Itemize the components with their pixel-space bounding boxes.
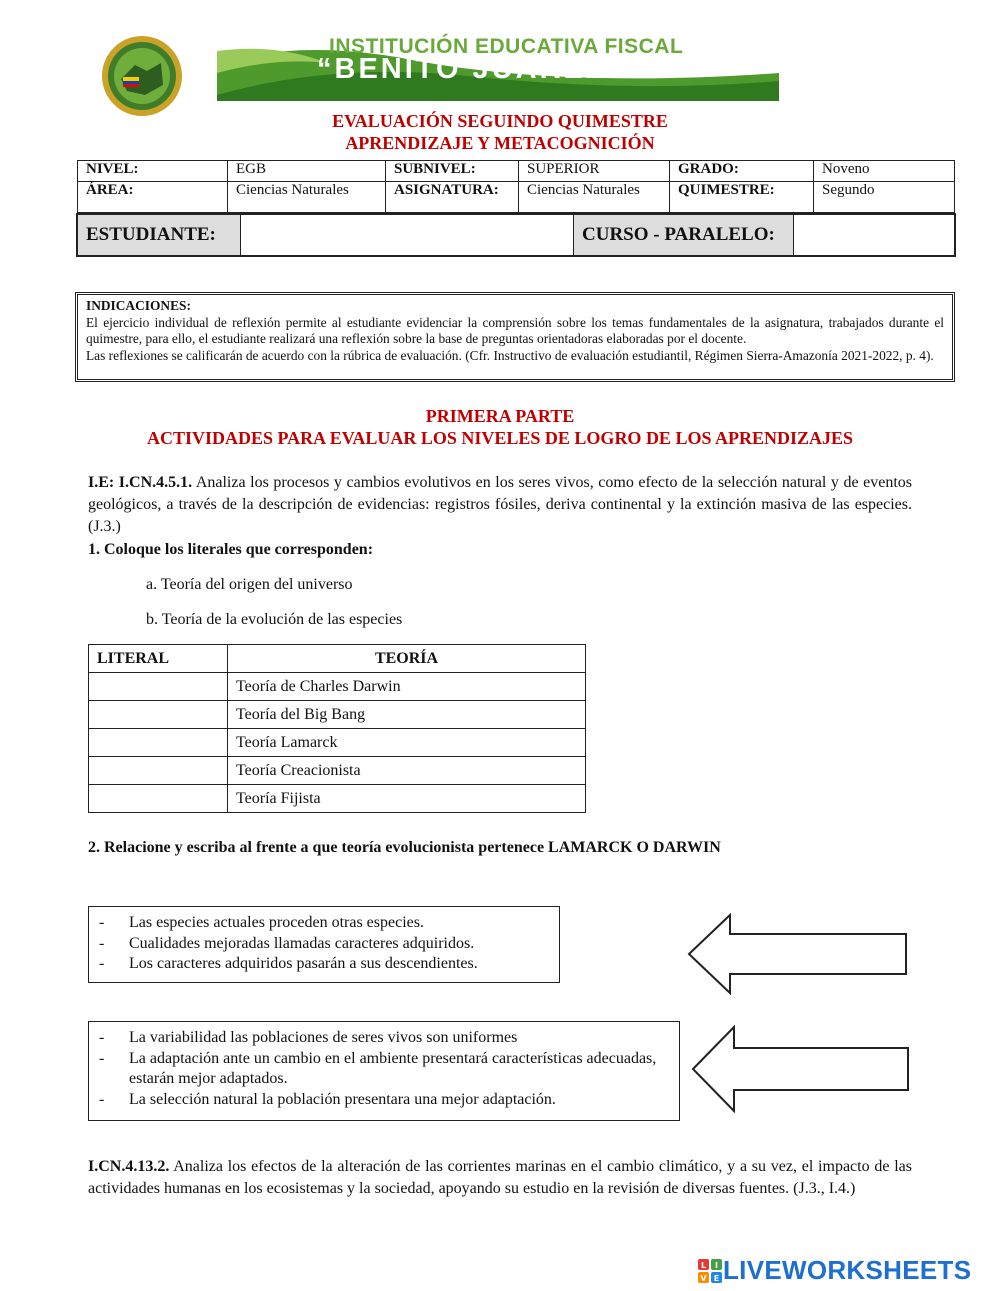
statement-box-2 (88, 1021, 680, 1121)
student-table (76, 213, 956, 257)
left-arrow-icon (689, 915, 906, 993)
teoria-cell: Teoría Fijista (228, 785, 586, 813)
left-arrow-icon (693, 1027, 908, 1111)
logo-letter-v: V (700, 1273, 707, 1283)
list-item: - Cualidades mejoradas llamadas caracteres adquiridos. (99, 934, 549, 955)
list-item: - La adaptación ante un cambio en el ambiente presentará características adecuadas, estarán mejor adaptados. (99, 1049, 669, 1090)
subnivel-label: SUBNIVEL: (386, 161, 519, 182)
logo-letter-e: E (713, 1273, 720, 1283)
question-2-prompt: 2. Relacione y escriba al frente a que teoría evolucionista pertenece LAMARCK O DARWIN (88, 839, 721, 856)
logo-letter-i: I (715, 1260, 718, 1270)
literal-cell[interactable] (89, 785, 228, 813)
table-row (89, 757, 586, 785)
indicator-1-text: Analiza los procesos y cambios evolutivos en los seres vivos, como efecto de la selección natural y de eventos geológicos, a través de la descripción de evidencias: registros fósiles, deriva continental y la extinción masiva de las especies. (J.3.) (88, 474, 913, 535)
subnivel-value: SUPERIOR (519, 161, 670, 182)
area-value: Ciencias Naturales (228, 182, 386, 213)
indicator-2 (88, 1156, 912, 1200)
banner-line-1: INSTITUCIÓN EDUCATIVA FISCAL (329, 35, 684, 58)
school-banner (217, 33, 779, 101)
option-b: b. Teoría de la evolución de las especies (146, 611, 403, 628)
logo-letter-l: L (700, 1260, 707, 1270)
liveworksheets-logo (697, 1255, 971, 1286)
area-label: ÁREA: (78, 182, 228, 213)
asignatura-label: ASIGNATURA: (386, 182, 519, 213)
grado-label: GRADO: (670, 161, 814, 182)
literal-cell[interactable] (89, 729, 228, 757)
indicator-2-text: Analiza los efectos de la alteración de las corrientes marinas en el cambio climático, y a su vez, el impacto de las actividades humanas en los ecosistemas y la sociedad, apoyando su estudio en la revisión de diversas fuentes. (J.3., I.4.) (88, 1158, 912, 1197)
question-1-prompt: 1. Coloque los literales que corresponden: (88, 541, 374, 558)
col-literal-header: LITERAL (89, 645, 228, 673)
indications-paragraph-2: Las reflexiones se calificarán de acuerdo con la rúbrica de evaluación. (Cfr. Instructivo de evaluación estudiantil, Régimen Sierra-Amazonía 2021-2022, p. 4). (86, 347, 934, 363)
quimestre-value: Segundo (814, 182, 955, 213)
list-item: - La selección natural la población presentara una mejor adaptación. (99, 1090, 669, 1111)
estudiante-field[interactable] (241, 214, 574, 256)
evaluation-title: EVALUACIÓN SEGUINDO QUIMESTRE (332, 111, 668, 131)
teoria-cell: Teoría Lamarck (228, 729, 586, 757)
asignatura-value: Ciencias Naturales (519, 182, 670, 213)
table-row (89, 729, 586, 757)
statement-box-1 (88, 906, 560, 983)
list-item: - Las especies actuales proceden otras especies. (99, 913, 549, 934)
literal-cell[interactable] (89, 673, 228, 701)
indications-box (75, 292, 955, 382)
curso-field[interactable] (794, 214, 956, 256)
table-row (89, 673, 586, 701)
indications-heading: INDICACIONES: (86, 298, 191, 313)
liveworksheets-text: LIVEWORKSHEETS (723, 1255, 972, 1285)
answer-arrow-1[interactable] (686, 912, 910, 996)
indicator-1-code: I.E: I.CN.4.5.1. (88, 474, 193, 491)
nivel-value: EGB (228, 161, 386, 182)
indicator-1 (88, 472, 912, 538)
teoria-cell: Teoría Creacionista (228, 757, 586, 785)
option-a: a. Teoría del origen del universo (146, 576, 353, 593)
list-item: - Los caracteres adquiridos pasarán a sus descendientes. (99, 954, 549, 975)
banner-line-2: “BENITO JUAREZ” (317, 53, 625, 85)
info-table (77, 160, 955, 213)
grado-value: Noveno (814, 161, 955, 182)
indicator-2-code: I.CN.4.13.2. (88, 1158, 170, 1175)
part1-subtitle: ACTIVIDADES PARA EVALUAR LOS NIVELES DE LOGRO DE LOS APRENDIZAJES (147, 428, 853, 448)
literal-cell[interactable] (89, 757, 228, 785)
indications-paragraph-1: El ejercicio individual de reflexión permite al estudiante evidenciar la comprensión sobre los temas fundamentales de la asignatura, trabajados durante el quimestre, para ello, el estudiante realizará una reflexión sobre la base de preguntas orientadoras elaboradas por el docente. (86, 314, 944, 346)
teoria-cell: Teoría de Charles Darwin (228, 673, 586, 701)
theory-table (88, 644, 586, 813)
literal-cell[interactable] (89, 701, 228, 729)
table-row (89, 785, 586, 813)
liveworksheets-blocks-icon (697, 1258, 723, 1284)
estudiante-label: ESTUDIANTE: (77, 214, 241, 256)
quimestre-label: QUIMESTRE: (670, 182, 814, 213)
evaluation-subtitle: APRENDIZAJE Y METACOGNICIÓN (345, 133, 655, 153)
table-row (89, 701, 586, 729)
list-item: - La variabilidad las poblaciones de seres vivos son uniformes (99, 1028, 669, 1049)
answer-arrow-2[interactable] (690, 1024, 912, 1114)
curso-label: CURSO - PARALELO: (574, 214, 794, 256)
teoria-cell: Teoría del Big Bang (228, 701, 586, 729)
col-teoria-header: TEORÍA (228, 645, 586, 673)
part1-title: PRIMERA PARTE (425, 406, 575, 426)
nivel-label: NIVEL: (78, 161, 228, 182)
school-seal-logo (101, 35, 183, 117)
